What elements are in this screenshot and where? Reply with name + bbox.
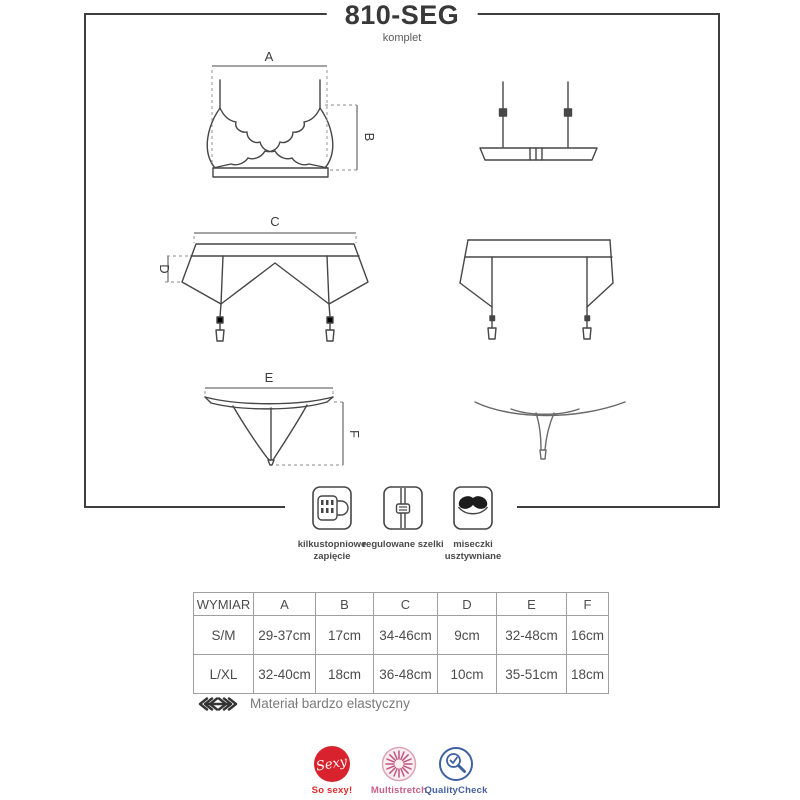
feature-icons-row [285,486,517,578]
material-note-text: Materiał bardzo elastyczny [250,696,410,711]
bra-back-drawing [480,82,597,160]
material-note [196,696,410,711]
badge-label: Multistretch [370,785,428,796]
table-row-sm [194,616,609,655]
feature-label: kilkustopniowe zapięcie [297,539,367,563]
thong-back-drawing [475,402,625,459]
padded-cups-icon [453,486,493,530]
dim-label-c: C [270,214,280,229]
page-title: 810-SEG [344,0,460,30]
col-header-d: D [438,593,497,616]
size-cell: S/M [194,616,254,655]
size-cell: L/XL [194,655,254,694]
sexy-script-text: Sexy [315,753,349,775]
feature-label: regulowane szelki [362,539,444,550]
thong-front-drawing [205,397,333,465]
garter-front-drawing [182,244,368,341]
dim-label-f: F [347,430,362,438]
dim-label-b: B [362,132,377,142]
quality-check-icon [438,746,474,782]
page-subtitle: komplet [382,31,422,44]
feature-cups [431,486,515,564]
adjustable-straps-icon [383,486,423,530]
size-table [193,592,609,694]
dim-label-a: A [264,49,274,64]
value-cell: 16cm [567,616,609,655]
value-cell: 17cm [316,616,374,655]
col-header-f: F [567,593,609,616]
technical-drawings [84,13,720,507]
col-header-a: A [254,593,316,616]
feature-label: miseczki usztywniane [444,539,502,563]
bra-front-dimensions [212,66,357,170]
multi-hook-clasp-icon [312,486,352,530]
value-cell: 9cm [438,616,497,655]
table-row-lxl [194,655,609,694]
col-header-wymiar: WYMIAR [194,593,254,616]
stretch-icon [196,697,240,711]
so-sexy-icon [314,746,350,782]
col-header-e: E [497,593,567,616]
value-cell: 36-48cm [374,655,438,694]
value-cell: 29-37cm [254,616,316,655]
col-header-c: C [374,593,438,616]
value-cell: 18cm [567,655,609,694]
dim-label-e: E [264,370,274,385]
title-block [327,1,478,44]
col-header-b: B [316,593,374,616]
garter-back-drawing [460,240,613,339]
value-cell: 32-40cm [254,655,316,694]
value-cell: 10cm [438,655,497,694]
value-cell: 35-51cm [497,655,567,694]
value-cell: 32-48cm [497,616,567,655]
bra-front-drawing [207,80,332,177]
value-cell: 18cm [316,655,374,694]
value-cell: 34-46cm [374,616,438,655]
badge-label: So sexy! [311,785,353,796]
size-table-header-row [194,593,609,616]
badge-label: QualityCheck [424,785,488,796]
badge-quality-check [408,746,504,796]
dim-label-d: D [157,264,172,274]
